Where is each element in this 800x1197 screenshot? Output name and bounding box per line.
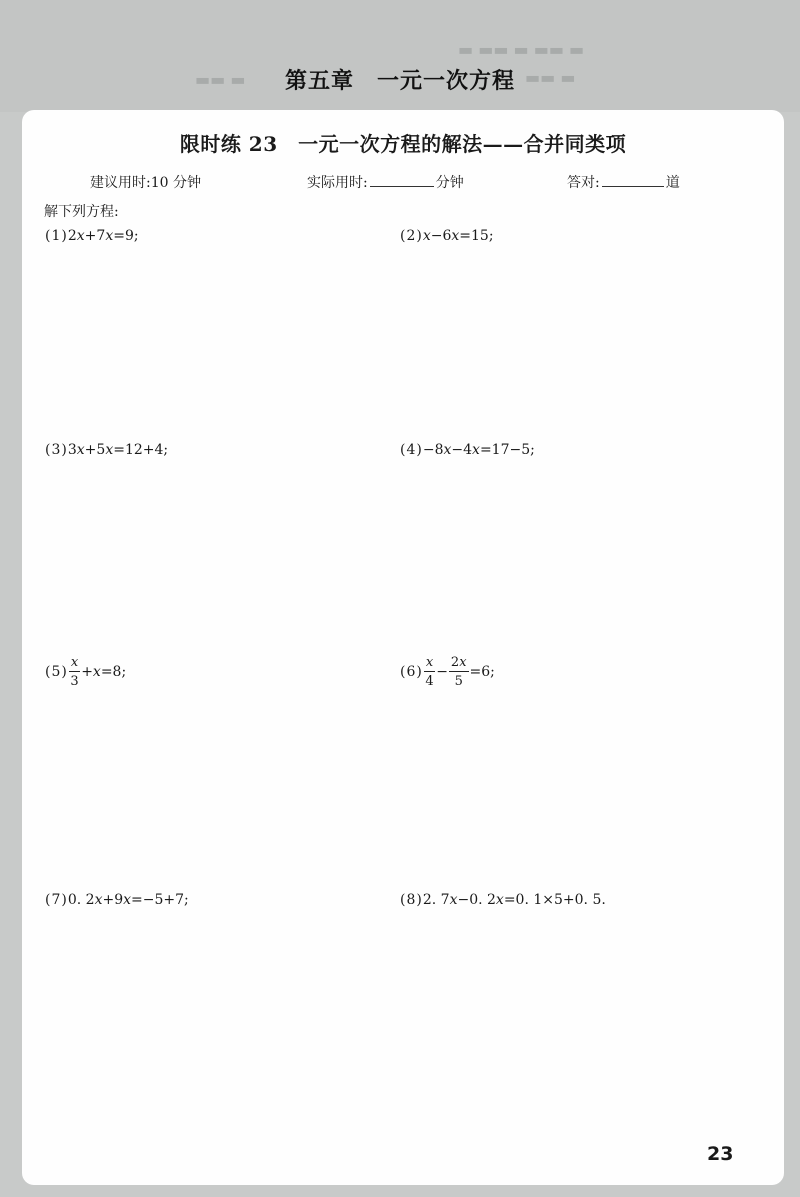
- problem-4: [400, 442, 535, 458]
- fraction: $\frac{x}{3}$: [70, 655, 79, 689]
- problem-equation-rest: =6;: [469, 664, 495, 680]
- correct-count-unit: 道: [665, 175, 680, 191]
- bleed-through-text: ▬▬ ▬: [195, 70, 246, 89]
- worksheet-title: 限时练 23 一元一次方程的解法——合并同类项: [179, 132, 627, 156]
- problem-label: (4): [400, 442, 423, 458]
- problem-label: (2): [400, 228, 423, 244]
- problem-6: [400, 656, 495, 688]
- bleed-through-text: ▬▬ ▬: [525, 68, 576, 87]
- problem-8: [400, 892, 606, 908]
- actual-time-blank[interactable]: [370, 172, 434, 187]
- problem-3: [45, 442, 168, 458]
- problem-equation: −8x−4x=17−5;: [422, 442, 535, 458]
- page-number: 23: [707, 1143, 734, 1165]
- problem-label: (6): [400, 664, 423, 680]
- problem-equation-rest: +x=8;: [81, 664, 127, 680]
- correct-count-label: 答对:: [567, 175, 600, 191]
- problem-equation: x−6x=15;: [422, 228, 494, 244]
- problem-equation: 2x+7x=9;: [67, 228, 139, 244]
- problem-equation: 3x+5x=12+4;: [67, 442, 169, 458]
- header-band: [0, 0, 800, 112]
- problem-5: [45, 656, 126, 688]
- chapter-title: 第五章 一元一次方程: [284, 69, 515, 94]
- problem-7: [45, 892, 189, 908]
- problem-2: [400, 228, 494, 244]
- problem-label: (3): [45, 442, 68, 458]
- problem-equation: 2. 7x−0. 2x=0. 1×5+0. 5.: [422, 892, 606, 908]
- fraction: $\frac{2x}{5}$: [450, 655, 467, 689]
- actual-time-field: [307, 172, 464, 192]
- problem-label: (7): [45, 892, 68, 908]
- problem-label: (8): [400, 892, 423, 908]
- problem-label: (5): [45, 664, 68, 680]
- actual-time-label: 实际用时:: [307, 175, 368, 191]
- bleed-through-text: ▬ ▬▬ ▬ ▬▬ ▬: [458, 40, 585, 59]
- suggested-time: 建议用时:10 分钟: [90, 175, 201, 191]
- worksheet-card: [22, 110, 784, 1185]
- correct-count-field: [567, 172, 680, 192]
- correct-count-blank[interactable]: [602, 172, 664, 187]
- problem-1: [45, 228, 139, 244]
- minus-sign: −: [436, 664, 448, 680]
- fraction: $\frac{x}{4}$: [425, 655, 434, 689]
- instruction: 解下列方程:: [44, 204, 119, 220]
- problem-label: (1): [45, 228, 68, 244]
- actual-time-unit: 分钟: [435, 175, 464, 191]
- problem-equation: 0. 2x+9x=−5+7;: [67, 892, 189, 908]
